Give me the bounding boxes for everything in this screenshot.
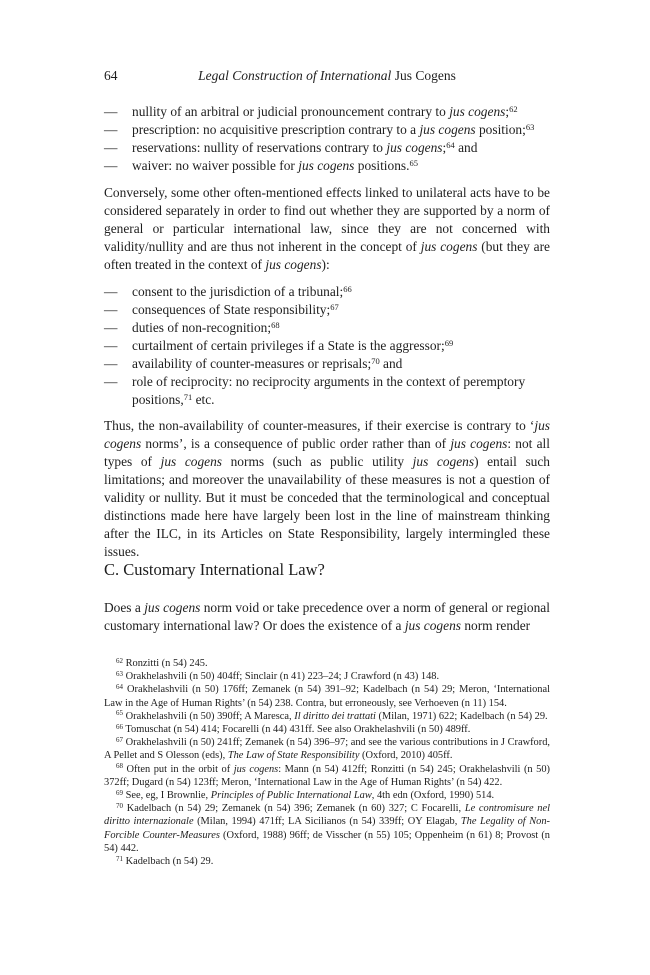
footnote: $^{65}$ Orakhelashvili (n 50) 390ff; A Maresca, Il diritto dei trattati (Milan, 1971) 622; Kadelbach (n 54) 29. — [116, 709, 548, 722]
section-heading: C. Customary International Law? — [104, 560, 325, 579]
footnote-ref[interactable]: 67 — [330, 301, 339, 312]
running-header — [104, 68, 550, 86]
footnote-ref[interactable]: 71 — [183, 391, 193, 402]
footnote-number: 66 — [116, 722, 123, 731]
footnote-number: 65 — [116, 709, 123, 718]
footnote: $^{70}$ Kadelbach (n 54) 29; Zemanek (n 54) 396; Zemanek (n 60) 327; C Focarelli, Le contromisure nel diritto internazionale (Milan, 1994) 471ff; LA Sicilianos (n 54) 339ff; OY Elagab, The Legality of Non-Forcible Counter-Measures (Oxford, 1988) 96ff; de Visscher (n 55) 105; Oppenheim (n 61) 8; Provost (n 54) 442. — [104, 801, 550, 854]
footnote: $^{66}$ Tomuschat (n 54) 414; Focarelli (n 44) 431ff. See also Orakhelashvili (n 50) 489ff. — [116, 722, 471, 736]
footnote-ref[interactable]: 65 — [409, 157, 418, 168]
footnote: $^{62}$ Ronzitti (n 54) 245. — [116, 656, 208, 669]
footnote: $^{64}$ Orakhelashvili (n 50) 176ff; Zemanek (n 54) 391–92; Kadelbach (n 54) 29; Meron, ‘International Law in the Age of Human Rights’ (n 54) 238. Contra, but erroneously, see Verhoeven (n 11) 154. — [104, 682, 550, 709]
footnote-ref[interactable]: 63 — [525, 121, 535, 132]
list-item: — nullity of an arbitral or judicial pronouncement contrary to jus cogens;$^{62}$ — [104, 103, 550, 121]
footnote: $^{68}$ Often put in the orbit of jus cogens: Mann (n 54) 412ff; Ronzitti (n 54) 245; Orakhelashvili (n 50) 372ff; Dugard (n 54) 123ff; Meron, ‘International Law in the Age of Human Rights’ (n 54) 422. — [104, 762, 551, 788]
footnote-ref[interactable]: 66 — [343, 283, 352, 294]
list-item: — role of reciprocity: no reciprocity arguments in the context of peremptory positions,$^{71}$ etc. — [104, 373, 550, 409]
list-item: — consequences of State responsibility;$^{67}$ — [104, 301, 550, 319]
footnote-ref[interactable]: 69 — [444, 337, 454, 348]
list-item: — waiver: no waiver possible for jus cogens positions.$^{65}$ — [104, 157, 550, 175]
paragraph-conversely: Conversely, some other often-mentioned effects linked to unilateral acts have to be considered separately in order to find out whether they are supported by a norm of general or particular international law, since they are not concerned with validity/nullity and are thus not inherent in the concept of jus cogens (but they are often treated in the context of jus cogens): — [104, 185, 550, 272]
list-item: — duties of non-recognition;$^{68}$ — [104, 319, 550, 337]
footnote-ref[interactable]: 64 — [446, 139, 455, 150]
footnote-number: 63 — [116, 669, 123, 678]
footnote-number: 62 — [116, 656, 123, 665]
footnote-ref[interactable]: 70 — [371, 355, 380, 366]
footnote-number: 71 — [116, 854, 123, 863]
running-title: Legal Construction of International Jus Cogens — [198, 68, 456, 83]
paragraph-customary: Does a jus cogens norm void or take precedence over a norm of general or regional customary international law? Or does the existence of a jus cogens norm render — [104, 600, 550, 633]
footnote-number: 70 — [116, 801, 123, 810]
footnote: $^{69}$ See, eg, I Brownlie, Principles of Public International Law, 4th edn (Oxford, 1990) 514. — [116, 788, 495, 802]
list-item: — consent to the jurisdiction of a tribunal;$^{66}$ — [104, 283, 550, 301]
list-item: — curtailment of certain privileges if a State is the aggressor;$^{69}$ — [104, 337, 550, 355]
effects-list-1 — [104, 103, 550, 175]
footnotes — [104, 657, 550, 868]
footnote: $^{71}$ Kadelbach (n 54) 29. — [116, 854, 214, 868]
list-item: — prescription: no acquisitive prescription contrary to a jus cogens position;$^{63}$ — [104, 121, 550, 139]
list-item: — availability of counter-measures or reprisals;$^{70}$ and — [104, 355, 550, 373]
effects-list-2 — [104, 283, 550, 409]
footnote-number: 68 — [116, 762, 123, 771]
footnote: $^{67}$ Orakhelashvili (n 50) 241ff; Zemanek (n 54) 396–97; and see the various contributions in J Crawford, A Pellet and S Olesson (eds), The Law of State Responsibility (Oxford, 2010) 405ff. — [104, 735, 550, 762]
footnote-number: 67 — [116, 735, 123, 744]
footnote-ref[interactable]: 62 — [509, 103, 518, 114]
footnote: $^{63}$ Orakhelashvili (n 50) 404ff; Sinclair (n 41) 223–24; J Crawford (n 43) 148. — [116, 669, 440, 683]
page-number: 64 — [104, 68, 118, 83]
footnote-number: 69 — [116, 788, 123, 797]
list-item: — reservations: nullity of reservations contrary to jus cogens;$^{64}$ and — [104, 139, 550, 157]
footnote-ref[interactable]: 68 — [271, 319, 280, 330]
paragraph-thus: Thus, the non-availability of counter-measures, if their exercise is contrary to ‘jus cogens norms’, is a consequence of public order rather than of jus cogens: not all types of jus cogens norms (such as public utility jus cogens) entail such limitations; and moreover the unavailability of these measures is not a question of validity or nullity. But it must be conceded that the terminological and conceptual distinctions made here have largely been lost in the line of mainstream thinking after the ILC, in its Articles on State Responsibility, largely intermingled these issues. — [104, 418, 550, 559]
footnote-number: 64 — [116, 682, 123, 691]
